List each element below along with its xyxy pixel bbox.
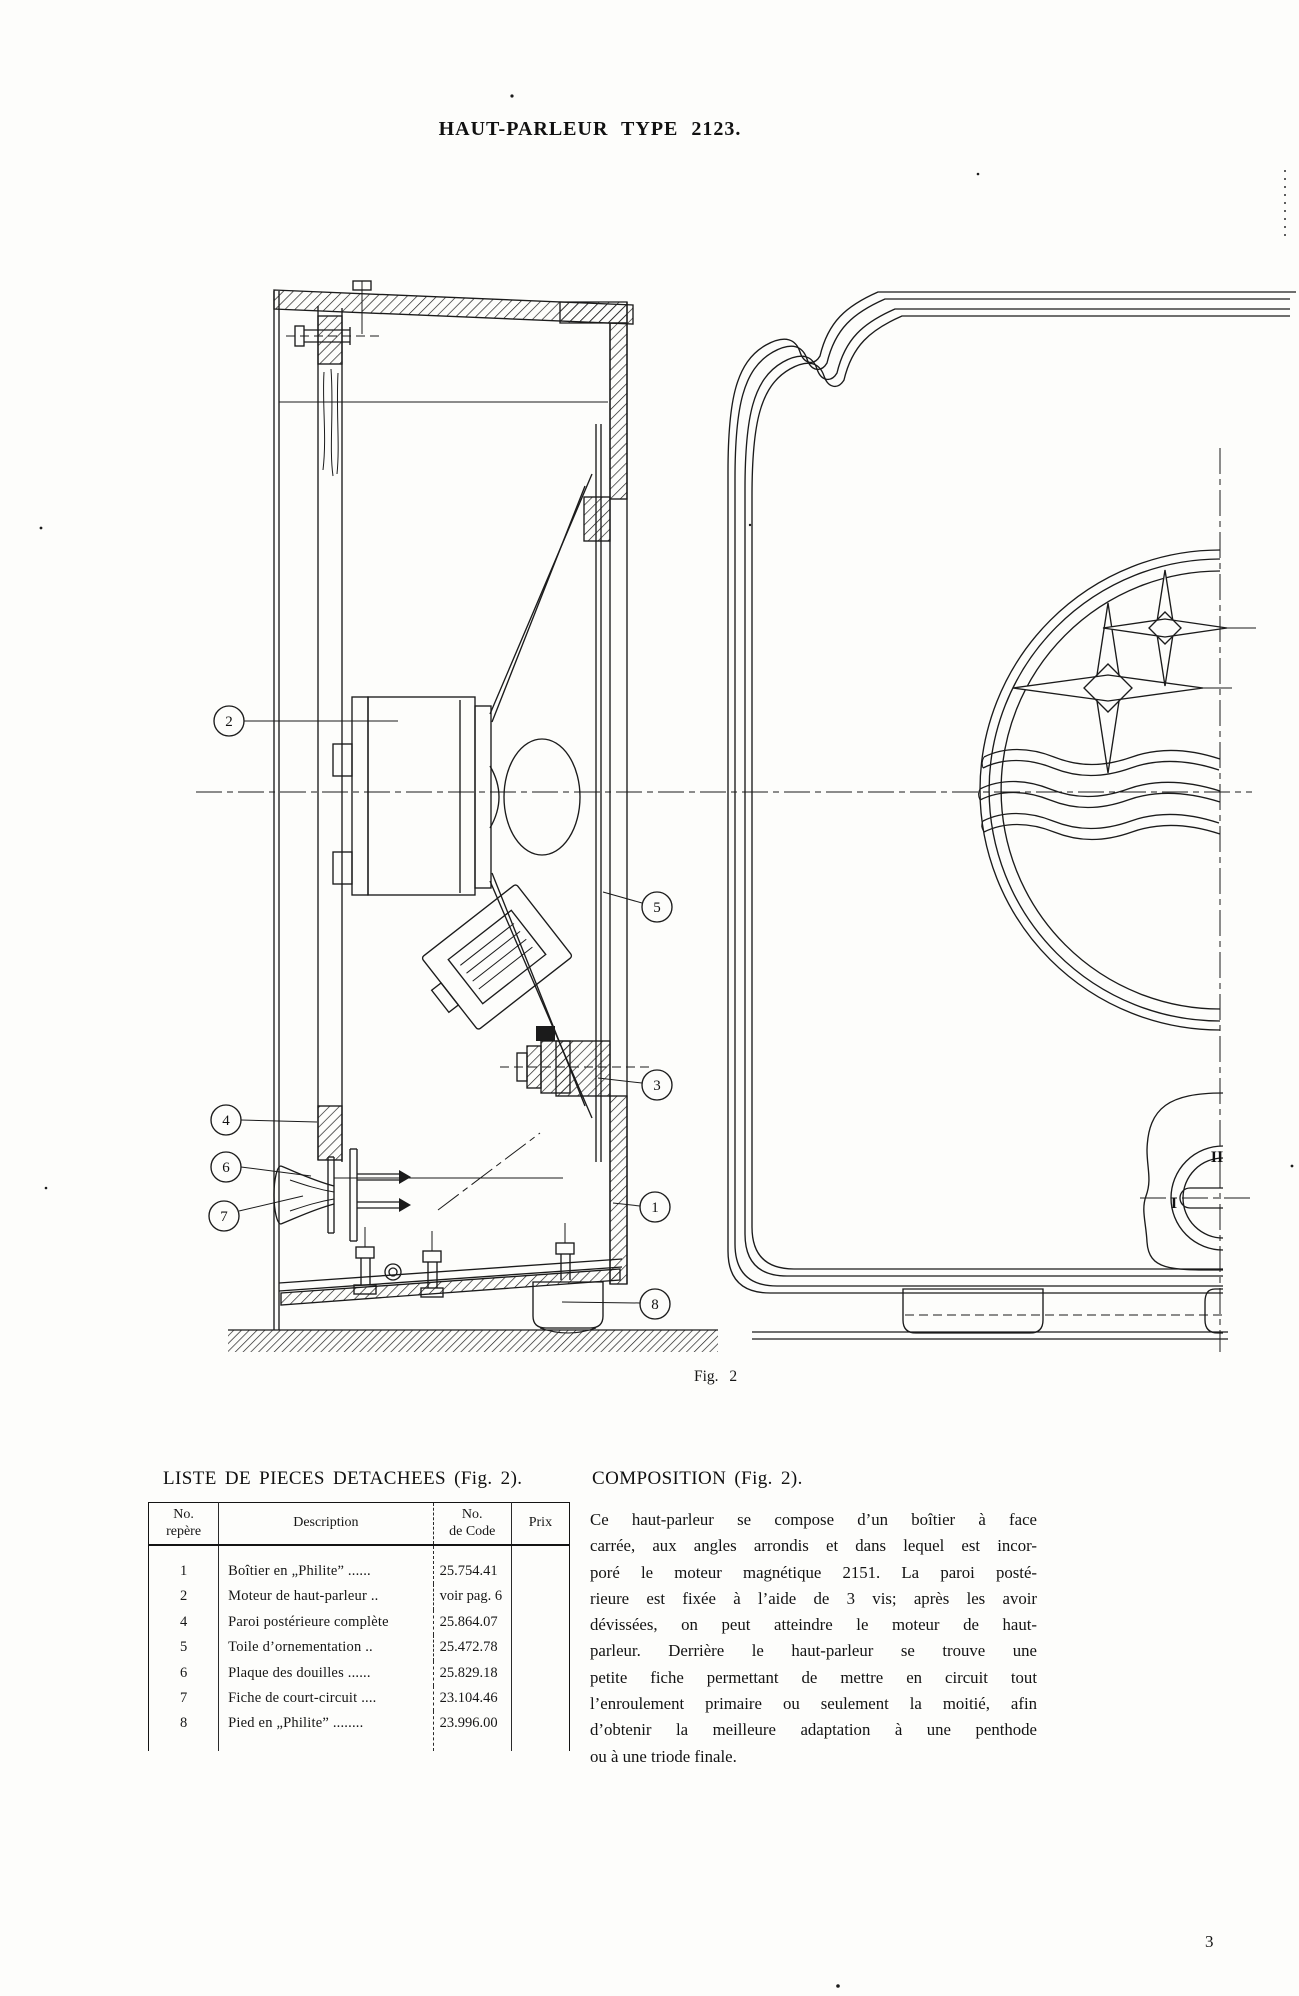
- table-row: [149, 1686, 570, 1711]
- table-header-row: [149, 1503, 570, 1546]
- figure-caption: Fig. 2: [694, 1368, 738, 1385]
- front-baffle: [556, 302, 627, 1284]
- table-row: [149, 1635, 570, 1660]
- composition-line: l’enroulement primaire ou seulement la moitié, afin: [590, 1694, 1037, 1714]
- table-row: [149, 1610, 570, 1635]
- table-cell-desc: Moteur de haut-parleur ..: [219, 1584, 434, 1609]
- ground-hatch: [228, 1330, 718, 1352]
- header-description: Description: [219, 1503, 434, 1546]
- table-cell-prix: [511, 1584, 569, 1609]
- table-cell-code: voir pag. 6: [433, 1584, 511, 1609]
- philite-foot: [533, 1282, 603, 1333]
- table-cell-desc: Toile d’ornementation ..: [219, 1635, 434, 1660]
- composition-line: d’obtenir la meilleure adaptation à une penthode: [590, 1720, 1037, 1740]
- table-cell-prix: [511, 1545, 569, 1584]
- svg-text:8: 8: [651, 1297, 659, 1313]
- page-title: HAUT-PARLEUR TYPE 2123.: [438, 118, 742, 140]
- composition-line: poré le moteur magnétique 2151. La paroi posté-: [590, 1562, 1037, 1582]
- table-cell-ref: 5: [179, 1639, 188, 1656]
- table-cell-prix: [511, 1711, 569, 1750]
- composition-heading: COMPOSITION (Fig. 2).: [592, 1468, 803, 1489]
- philips-waves-icon: [979, 750, 1221, 840]
- detail-label-II: II: [1210, 1149, 1224, 1166]
- header-ref: No. repère: [149, 1503, 219, 1546]
- callout-7: [209, 1196, 303, 1231]
- cabinet-cross-section-drawing: [228, 281, 718, 1352]
- svg-text:7: 7: [220, 1209, 228, 1225]
- pole-piece: [504, 739, 580, 855]
- composition-line: petite fiche permettant de mettre en circuit tout: [590, 1667, 1037, 1687]
- table-cell-ref: 1: [179, 1563, 188, 1579]
- composition-line: dévissées, on peut atteindre le moteur de haut-: [590, 1615, 1037, 1635]
- callout-6: [211, 1152, 311, 1182]
- parts-list-heading: LISTE DE PIECES DETACHEES (Fig. 2).: [163, 1468, 523, 1489]
- speaker-cone: [490, 474, 592, 1118]
- composition-line: carrée, aux angles arrondis et dans lequel est incor-: [590, 1536, 1037, 1556]
- philips-star-icon-small: [1103, 570, 1256, 686]
- table-cell-prix: [511, 1635, 569, 1660]
- table-cell-code: 25.829.18: [433, 1661, 511, 1686]
- svg-text:1: 1: [651, 1200, 659, 1216]
- table-row: [149, 1711, 570, 1750]
- front-view-base: [752, 1289, 1228, 1339]
- table-cell-code: 23.104.46: [433, 1686, 511, 1711]
- svg-text:3: 3: [653, 1078, 661, 1094]
- table-cell-desc: Paroi postérieure complète: [219, 1610, 434, 1635]
- table-row: [149, 1545, 570, 1584]
- rear-panel: [318, 306, 342, 1162]
- table-cell-prix: [511, 1661, 569, 1686]
- svg-text:4: 4: [222, 1113, 230, 1129]
- svg-text:6: 6: [222, 1160, 230, 1176]
- header-code: No. de Code: [433, 1503, 511, 1546]
- svg-text:5: 5: [653, 900, 661, 916]
- table-cell-ref: 4: [179, 1613, 188, 1630]
- callout-4: [211, 1105, 317, 1135]
- composition-line: Ce haut-parleur se compose d’un boîtier à face: [590, 1510, 1037, 1529]
- cabinet-front-view-drawing: [728, 170, 1296, 1352]
- table-cell-code: 23.996.00: [433, 1711, 511, 1750]
- composition-line: rieure est fixée à l’aide de 3 vis; après les avoir: [590, 1588, 1037, 1608]
- table-cell-ref: 7: [179, 1690, 188, 1707]
- table-cell-ref: 8: [179, 1715, 188, 1732]
- parts-table: [148, 1502, 570, 1751]
- composition-line: parleur. Derrière le haut-parleur se trouve une: [590, 1641, 1037, 1661]
- table-row: [149, 1661, 570, 1686]
- callout-5: [603, 892, 672, 922]
- table-row: [149, 1584, 570, 1609]
- composition-paragraph: [590, 1507, 1037, 1770]
- table-cell-desc: Plaque des douilles ......: [219, 1661, 434, 1686]
- page-number: 3: [1205, 1932, 1214, 1951]
- svg-text:2: 2: [225, 714, 233, 730]
- table-cell-desc: Fiche de court-circuit ....: [219, 1686, 434, 1711]
- table-cell-prix: [511, 1610, 569, 1635]
- table-cell-ref: 2: [179, 1588, 188, 1605]
- callout-2: [214, 706, 398, 736]
- table-cell-code: 25.754.41: [433, 1545, 511, 1584]
- table-cell-desc: Pied en „Philite” ........: [219, 1711, 434, 1750]
- header-prix: Prix: [511, 1503, 569, 1546]
- detail-label-I: I: [1170, 1195, 1178, 1212]
- composition-line: ou à une triode finale.: [590, 1746, 737, 1766]
- table-cell-prix: [511, 1686, 569, 1711]
- table-cell-code: 25.864.07: [433, 1610, 511, 1635]
- plug-front-detail: [1140, 1093, 1250, 1270]
- table-cell-code: 25.472.78: [433, 1635, 511, 1660]
- speaker-motor: [333, 697, 491, 895]
- table-cell-ref: 6: [179, 1664, 188, 1681]
- callout-8: [562, 1289, 670, 1319]
- socket-plate-and-plug: [274, 1149, 563, 1241]
- table-cell-desc: Boîtier en „Philite” ......: [219, 1545, 434, 1584]
